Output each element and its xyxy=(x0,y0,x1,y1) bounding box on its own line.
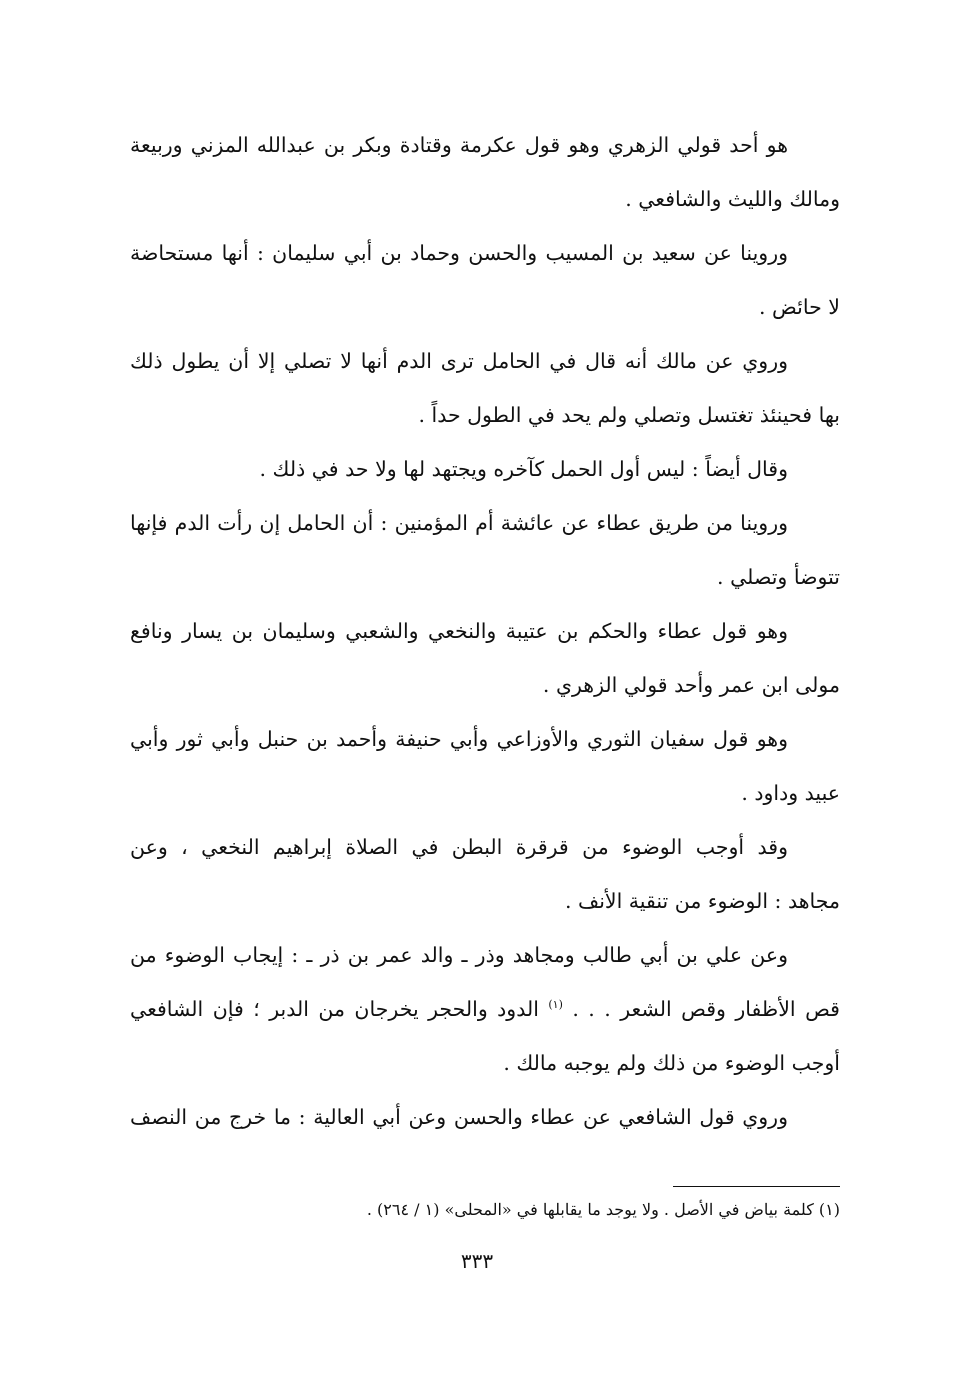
page-number: ٣٣٣ xyxy=(460,1249,494,1273)
text-line: وروي قول الشافعي عن عطاء والحسن وعن أبي العالية : ما خرج من النصف xyxy=(130,1105,788,1129)
text-segment: الدود والحجر يخرجان من الدبر ؛ فإن الشافعي xyxy=(130,997,539,1021)
text-line: وعن علي بن أبي طالب ومجاهد وذر ـ والد عمر بن ذر ـ : إيجاب الوضوء من xyxy=(130,943,788,967)
text-line: وقد أوجب الوضوء من قرقرة البطن في الصلاة إبراهيم النخعي ، وعن xyxy=(130,835,788,859)
text-line: عبيد وداود . xyxy=(741,781,840,805)
text-line: وقال أيضاً : ليس أول الحمل كآخره ويجتهد لها ولا حد في ذلك . xyxy=(259,457,788,481)
footnote-divider xyxy=(673,1186,840,1187)
footnote: (١) كلمة بياض في الأصل . ولا يوجد ما يقابلها في «المحلى» (١ / ٢٦٤) . xyxy=(366,1200,840,1219)
main-text xyxy=(130,118,840,1144)
text-segment: قص الأظفار وقص الشعر . . . xyxy=(572,997,840,1021)
text-line: مولى ابن عمر وأحد قولي الزهري . xyxy=(542,673,840,697)
text-line: مجاهد : الوضوء من تنقية الأنف . xyxy=(564,889,840,913)
footnote-reference[interactable]: (١) xyxy=(548,998,563,1012)
text-line: هو أحد قولي الزهري وهو قول عكرمة وقتادة وبكر بن عبدالله المزني وربيعة xyxy=(130,133,788,157)
text-line: لا حائض . xyxy=(759,295,840,319)
text-line: أوجب الوضوء من ذلك ولم يوجبه مالك . xyxy=(503,1051,840,1075)
text-line: وروي عن مالك أنه قال في الحامل ترى الدم أنها لا تصلي إلا أن يطول ذلك xyxy=(130,349,788,373)
text-line: بها فحينئذ تغتسل وتصلي ولم يحد في الطول حداً . xyxy=(418,403,840,427)
text-line: ومالك والليث والشافعي . xyxy=(625,187,840,211)
text-line: تتوضأ وتصلي . xyxy=(717,565,840,589)
text-line: وهو قول سفيان الثوري والأوزاعي وأبي حنيفة وأحمد بن حنبل وأبي ثور وأبي xyxy=(130,727,788,751)
text-line: وهو قول عطاء والحكم بن عتيبة والنخعي والشعبي وسليمان بن يسار ونافع xyxy=(130,619,788,643)
text-line: وروينا من طريق عطاء عن عائشة أم المؤمنين : أن الحامل إن رأت الدم فإنها xyxy=(130,511,788,535)
text-line: وروينا عن سعيد بن المسيب والحسن وحماد بن أبي سليمان : أنها مستحاضة xyxy=(130,241,788,265)
text-line xyxy=(130,982,840,1036)
